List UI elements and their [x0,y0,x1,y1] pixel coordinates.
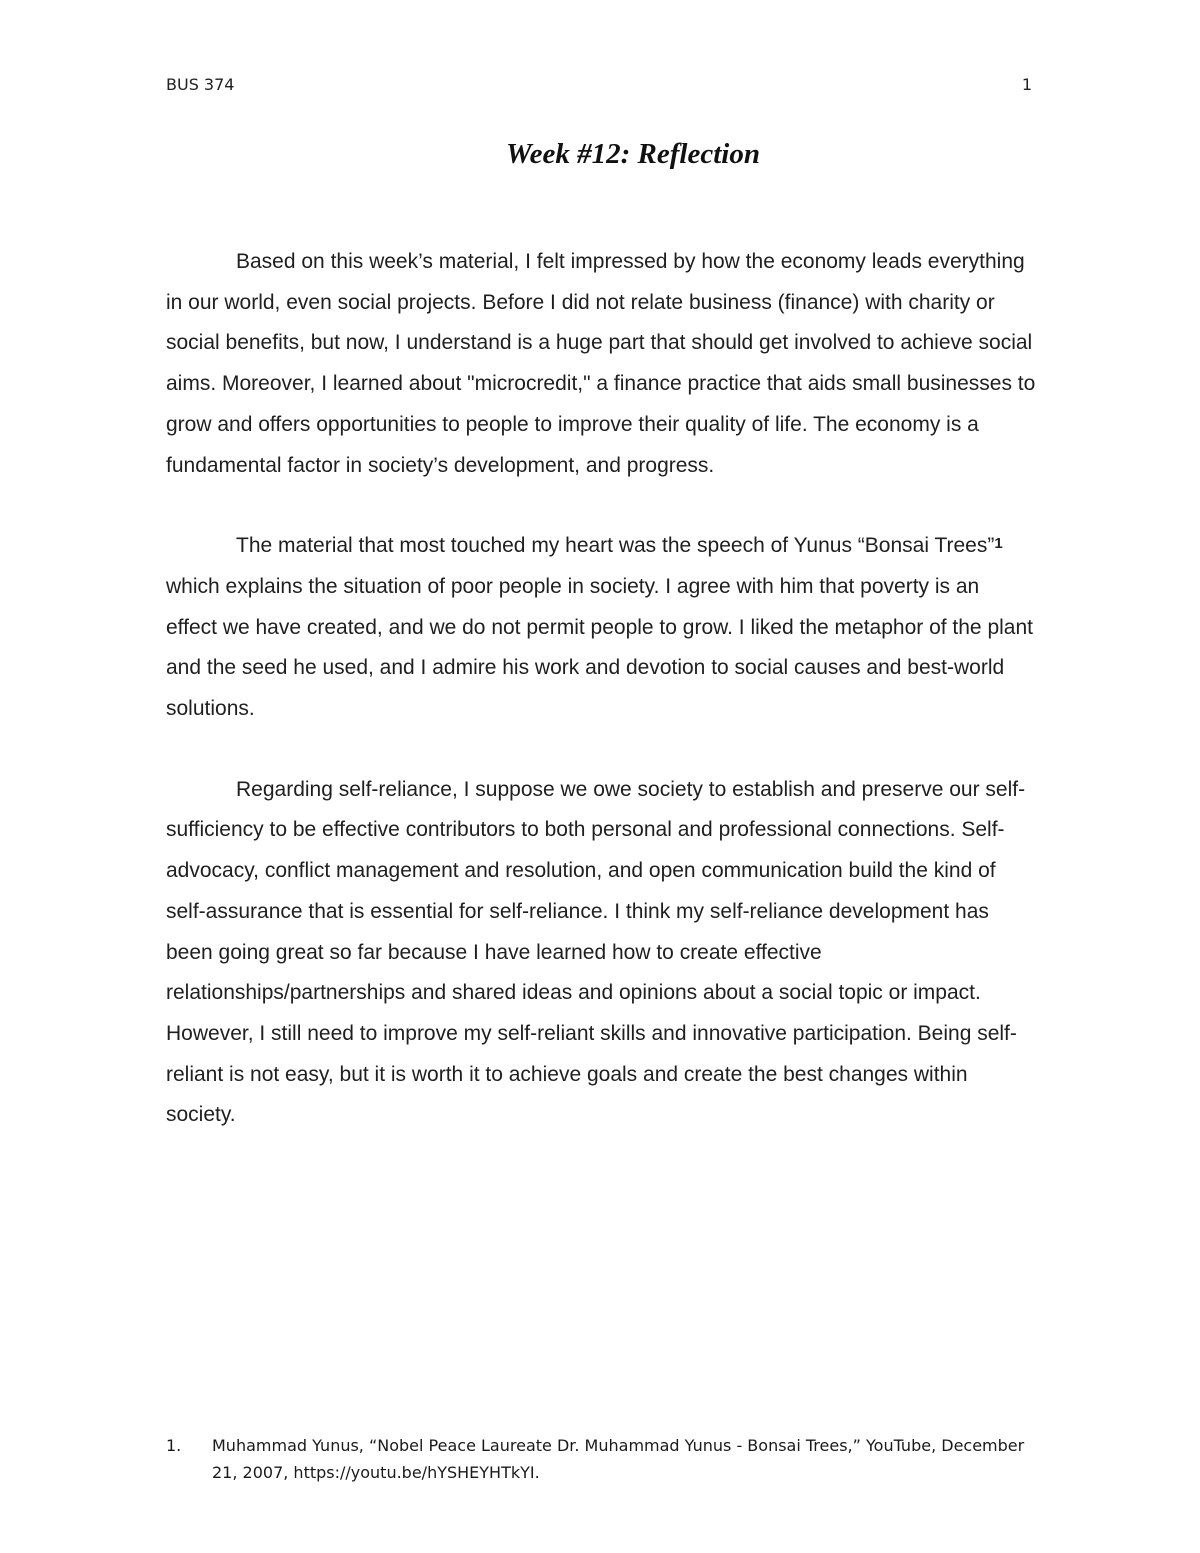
footnote [166,1432,1036,1486]
header-course: BUS 374 [166,75,235,94]
footnote-number: 1. [166,1436,182,1455]
paragraph-1: Based on this week’s material, I felt impressed by how the economy leads everything in our world, even social projects. Before I did not relate business (finance) with charity or social benefits, but now, I understand is a huge part that should get involved to achieve social aims. Moreover, I learned about "microcredit," a finance practice that aids small businesses to grow and offers opportunities to people to improve their quality of life. The economy is a fundamental factor in society’s development, and progress. [166,250,1036,477]
header-page-number: 1 [1021,75,1032,94]
footnote-text: Muhammad Yunus, “Nobel Peace Laureate Dr. Muhammad Yunus - Bonsai Trees,” YouTube, December 21, 2007, https://youtu.be/hYSHEYHTkYI. [212,1436,1025,1482]
footnote-reference[interactable]: 1 [994,535,1003,553]
paragraph-2-text-after: which explains the situation of poor people in society. I agree with him that poverty is an effect we have created, and we do not permit people to grow. I liked the metaphor of the plant and the seed he used, and I admire his work and devotion to social causes and best-world solutions. [166,574,1033,721]
paragraph-2-text-before: The material that most touched my heart was the speech of Yunus “Bonsai Trees” [236,534,995,558]
document-title: Week #12: Reflection [506,138,760,170]
paragraph-2 [166,526,1036,730]
paragraph-3: Regarding self-reliance, I suppose we owe society to establish and preserve our self-sufficiency to be effective contributors to both personal and professional connections. Self-advocacy, conflict management and resolution, and open communication build the kind of self-assurance that is essential for self-reliance. I think my self-reliance development has been going great so far because I have learned how to create effective relationships/partnerships and shared ideas and opinions about a social topic or impact. However, I still need to improve my self-reliant skills and innovative participation. Being self-reliant is not easy, but it is worth it to achieve goals and create the best changes within society. [166,777,1026,1127]
document-body [166,242,1036,1136]
